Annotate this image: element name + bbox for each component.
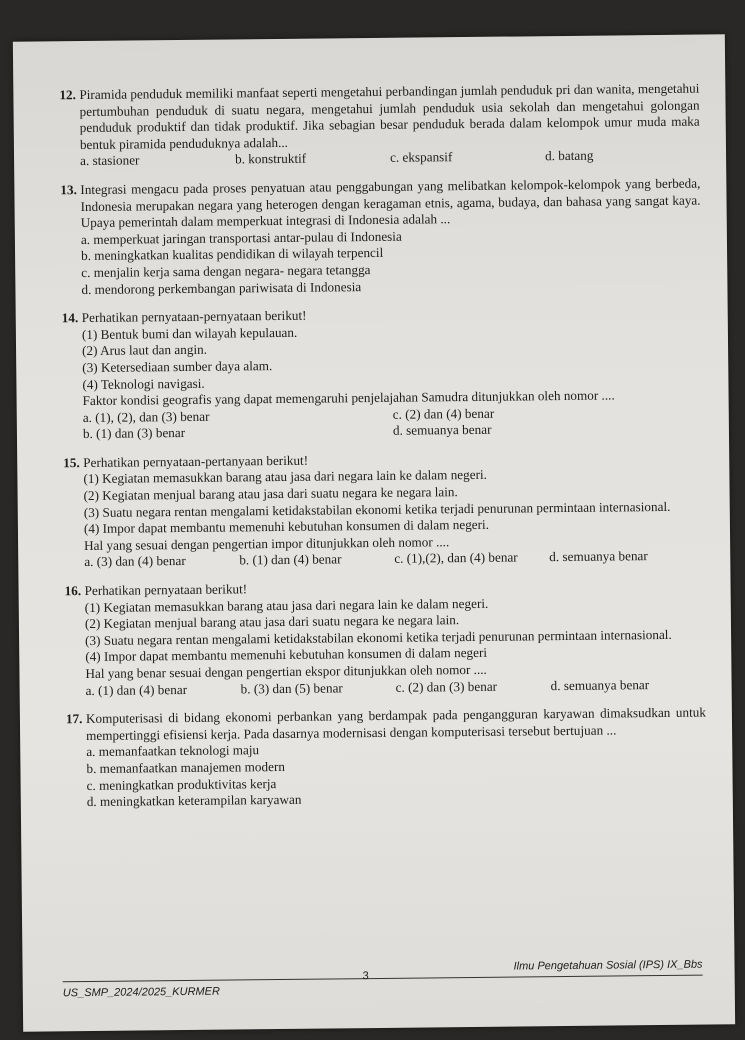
option-a: a. (1) dan (4) benar [85, 681, 188, 698]
question-12 [59, 81, 700, 171]
option-a: a. (3) dan (4) benar [84, 553, 186, 570]
page-footer [62, 958, 703, 1002]
statement-3: (3) Suatu negara rentan mengalami ketidakstabilan ekonomi ketika terjadi penurunan permintaan internasional. [85, 626, 672, 648]
statement-4: (4) Impor dapat membantu memenuhi kebutuhan konsumen di dalam negeri. [83, 517, 490, 537]
question-number: 16. [64, 583, 82, 599]
statement-2: (2) Arus laut dan angin. [81, 342, 208, 359]
subject-label: Ilmu Pengetahuan Sosial (IPS) IX_Bbs [513, 958, 703, 973]
option-d: d. semuanya benar [550, 676, 650, 693]
statement-2: (2) Kegiatan menjual barang atau jasa dari suatu negara ke negara lain. [83, 484, 458, 504]
question-text: Perhatikan pernyataan berikut! [84, 581, 248, 599]
option-a: a. stasioner [80, 152, 140, 169]
statement-1: (1) Kegiatan memasukkan barang atau jasa dari negara lain ke dalam negeri. [83, 467, 487, 487]
exam-page [13, 34, 735, 1031]
statement-4: (4) Impor dapat membantu memenuhi kebutuhan konsumen di dalam negeri [85, 645, 488, 665]
question-16 [65, 577, 706, 700]
question-prompt: Faktor kondisi geografis yang dapat memengaruhi penjelajahan Samudra ditunjukkan oleh nomor .... [82, 387, 615, 409]
option-b: b. (3) dan (5) benar [240, 679, 343, 696]
question-17 [66, 705, 707, 811]
question-13 [60, 176, 701, 299]
option-a: a. memanfaatkan teknologi maju [86, 742, 260, 760]
page-number: 3 [362, 970, 369, 983]
option-c: c. (2) dan (3) benar [395, 678, 498, 695]
option-d: d. meningkatkan keterampilan karyawan [86, 791, 302, 810]
question-15 [63, 448, 704, 571]
option-d: d. mendorong perkembangan pariwisata di Indonesia [81, 278, 362, 297]
question-number: 13. [60, 182, 77, 198]
question-text: Piramida penduduk memiliki manfaat seperti mengetahui perbandingan jumlah penduduk pri dan wanita, mengetahui pertumbuhan penduduk di suatu negara, mengetahui jumlah penduduk usia sekolah dan mengetahui golongan penduduk produktif dan tidak produktif. Jika sebagian besar penduduk berada dalam kelompok umur muda maka bentuk piramida penduduknya adalah... [79, 80, 700, 152]
question-text: Integrasi mengacu pada proses penyatuan atau penggabungan yang melibatkan kelompok-kelompok yang berbeda, Indonesia merupakan negara yang heterogen dengan keragaman etnis, agama, budaya, dan bahasa yang sangat kaya. Upaya pemerintah dalam memperkuat integrasi di Indonesia adalah ... [80, 175, 701, 231]
option-d: d. semuanya benar [392, 422, 492, 439]
statement-1: (1) Kegiatan memasukkan barang atau jasa dari negara lain ke dalam negeri. [84, 595, 489, 615]
statement-1: (1) Bentuk bumi dan wilayah kepulauan. [81, 324, 298, 342]
statement-2: (2) Kegiatan menjual barang atau jasa dari suatu negara ke negara lain. [84, 612, 460, 632]
exam-code: US_SMP_2024/2025_KURMER [62, 985, 220, 1000]
option-d: d. semuanya benar [549, 548, 648, 565]
question-list [59, 81, 707, 823]
question-text: Perhatikan pernyataan-pertanyaan berikut! [83, 452, 309, 470]
question-prompt: Hal yang sesuai dengan pengertian impor ditunjukkan oleh nomor .... [84, 534, 450, 553]
option-a: a. (1), (2), dan (3) benar [82, 408, 210, 425]
question-14 [62, 304, 703, 443]
question-text: Komputerisasi di bidang ekonomi perbankan yang berdampak pada pengangguran karyawan dimaksudkan untuk mempertinggi efisiensi kerja. Pada dasarnya modernisasi dengan komputerisasi tersebut bertujuan ... [85, 704, 706, 743]
question-prompt: Hal yang benar sesuai dengan pengertian ekspor ditunjukkan oleh nomor .... [85, 661, 487, 682]
option-b: b. memanfaatkan manajemen modern [86, 758, 285, 776]
statement-3: (3) Ketersediaan sumber daya alam. [82, 357, 273, 375]
option-d: d. batang [544, 148, 594, 164]
statement-3: (3) Suatu negara rentan mengalami ketidakstabilan ekonomi ketika terjadi penurunan permintaan internasional. [83, 498, 671, 520]
option-c: c. meningkatkan produktivitas kerja [86, 775, 277, 793]
option-b: b. (1) dan (3) benar [82, 425, 186, 442]
question-number: 15. [63, 454, 80, 471]
option-c: c. menjalin kerja sama dengan negara- negara tetangga [81, 261, 371, 280]
option-b: b. (1) dan (4) benar [239, 551, 342, 568]
question-number: 14. [61, 310, 79, 326]
option-c: c. ekspansif [389, 149, 453, 166]
footer-divider [63, 975, 703, 983]
option-b: b. konstruktif [235, 151, 307, 167]
option-a: a. memperkuat jaringan transportasi antar-pulau di Indonesia [80, 228, 402, 247]
option-c: c. (1),(2), dan (4) benar [394, 549, 518, 567]
question-number: 17. [65, 711, 83, 727]
question-number: 12. [59, 87, 76, 103]
statement-4: (4) Teknologi navigasi. [82, 375, 205, 392]
option-c: c. (2) dan (4) benar [392, 405, 495, 422]
option-b: b. meningkatkan kualitas pendidikan di wilayah terpencil [81, 245, 384, 264]
question-text: Perhatikan pernyataan-pernyataan berikut! [81, 307, 307, 326]
